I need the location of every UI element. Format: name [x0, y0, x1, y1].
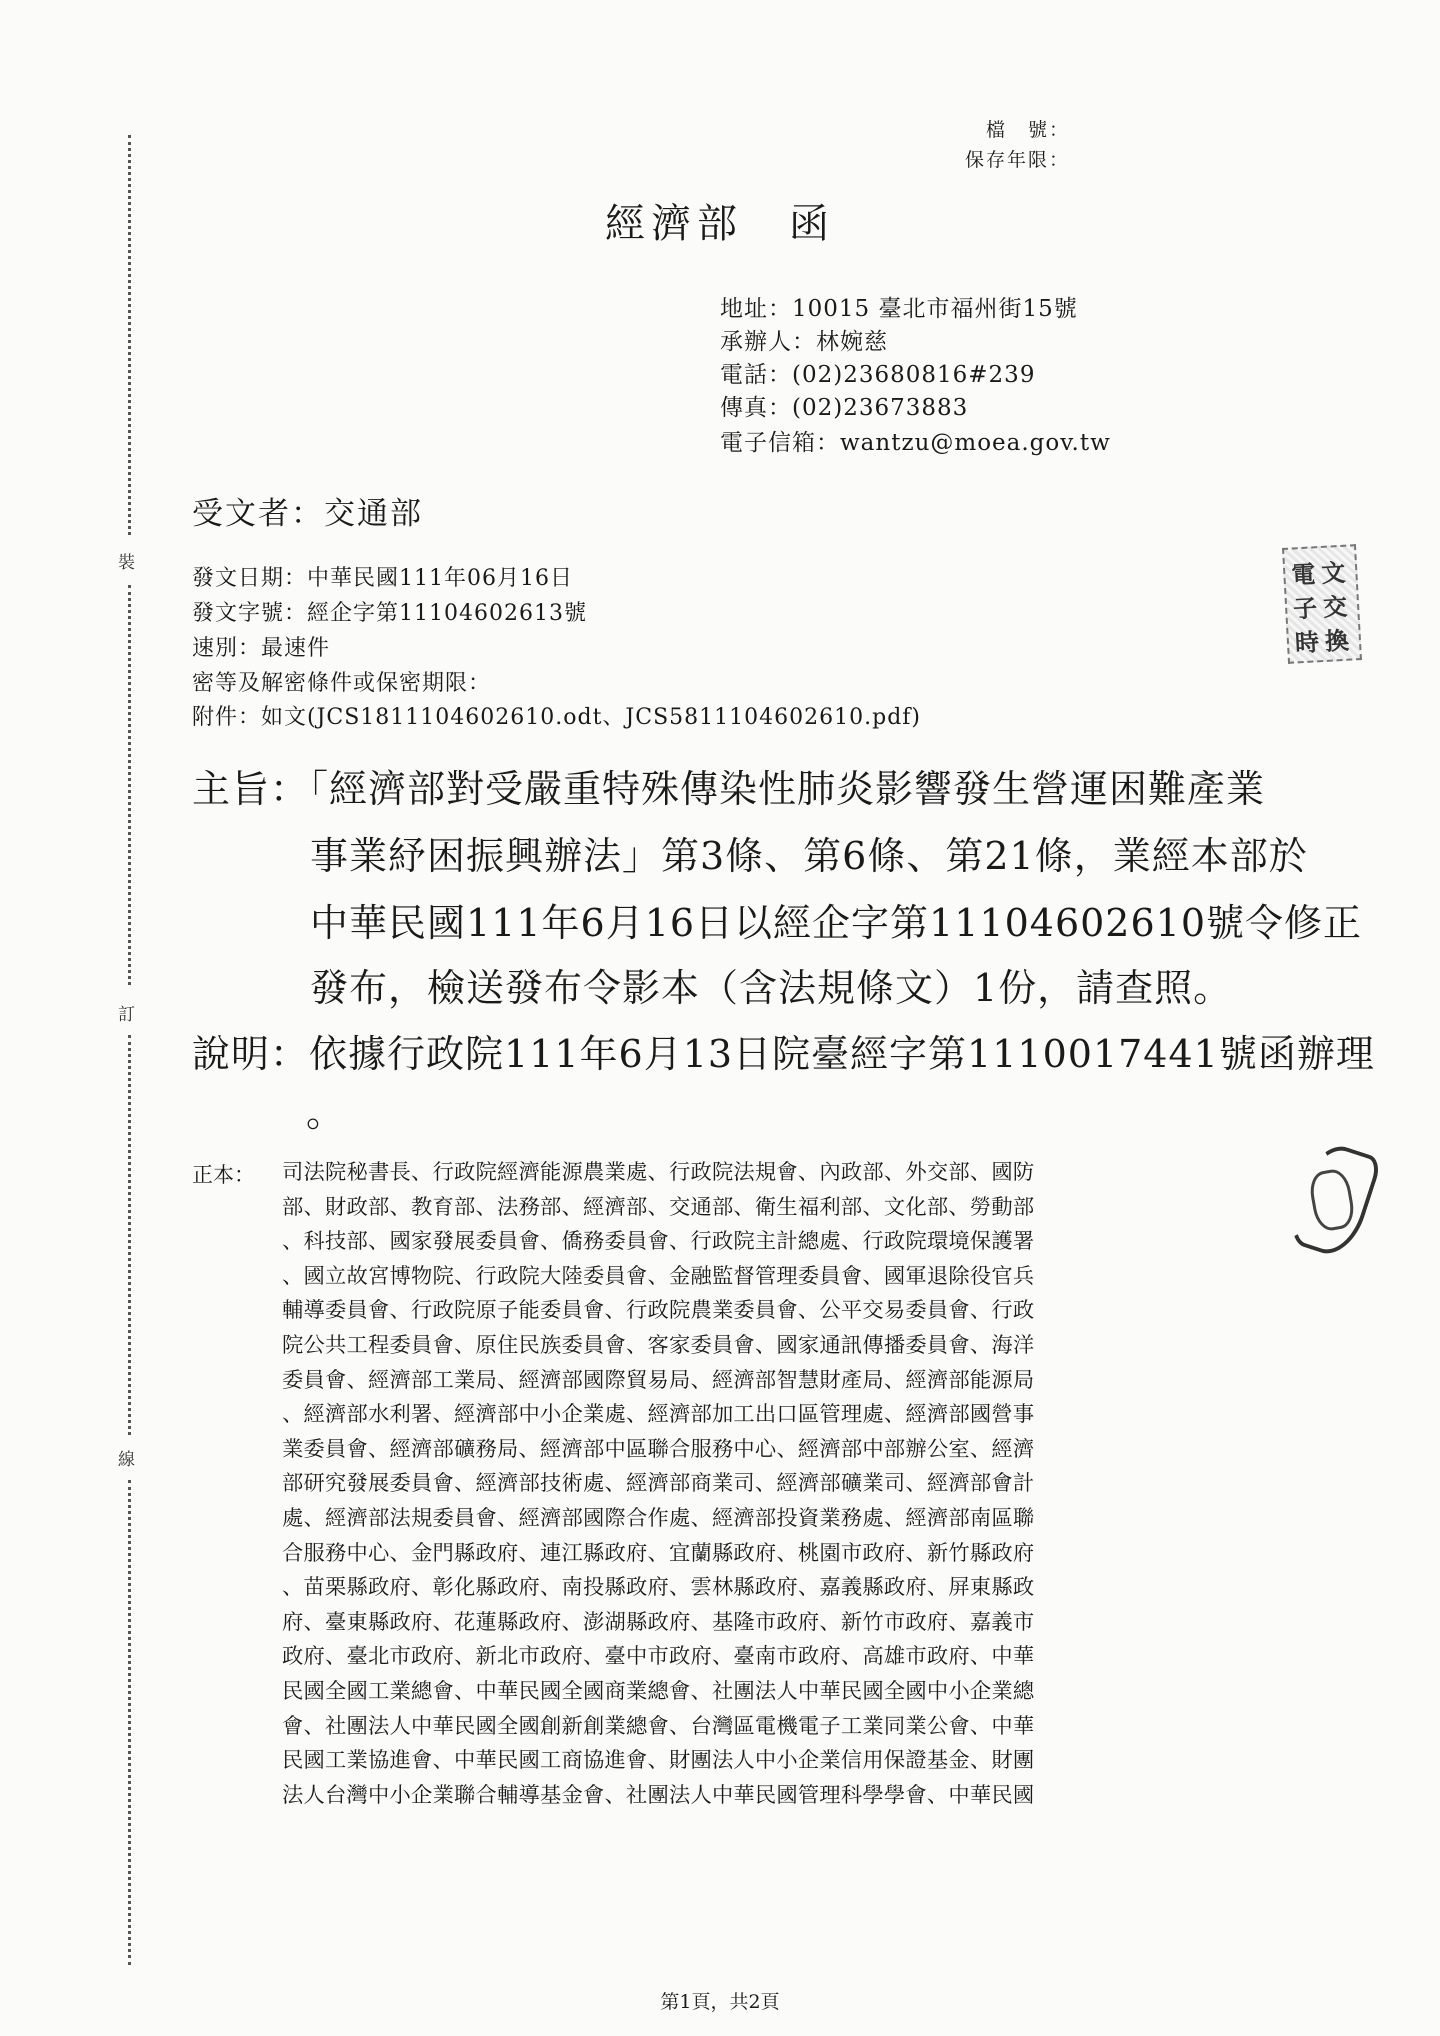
- cc-list: [282, 1156, 1257, 1813]
- stamp-char: 電: [1290, 559, 1317, 590]
- explanation-line: 說明：依據行政院111年6月13日院臺經字第1110017441號函辦理: [192, 1032, 1375, 1076]
- binding-line-bottom: [128, 1480, 131, 1965]
- retention-period-label: 保存年限：: [964, 149, 1070, 171]
- stamp-char: 換: [1324, 625, 1350, 656]
- subject-line: 中華民國111年6月16日以經企字第11104602610號令修正: [310, 901, 1363, 945]
- cc-line: 民國工業協進會、中華民國工商協進會、財團法人中小企業信用保證基金、財團: [282, 1748, 1035, 1774]
- cc-line: 輔導委員會、行政院原子能委員會、行政院農業委員會、公平交易委員會、行政: [282, 1298, 1035, 1324]
- recipient: 受文者：交通部: [192, 496, 423, 532]
- cc-line: 業委員會、經濟部礦務局、經濟部中區聯合服務中心、經濟部中部辦公室、經濟: [282, 1436, 1035, 1462]
- stamp-char: 時: [1294, 627, 1320, 658]
- cc-line: 府、臺東縣政府、花蓮縣政府、澎湖縣政府、基隆市政府、新竹市政府、嘉義市: [282, 1609, 1035, 1635]
- speed-category: 速別：最速件: [192, 636, 331, 661]
- stamp-char: 子: [1292, 593, 1318, 624]
- subject-line: 主旨：「經濟部對受嚴重特殊傳染性肺炎影響發生營運困難產業: [192, 767, 1266, 811]
- document-title: 經濟部 函: [605, 201, 835, 247]
- binding-line-lower: [128, 1035, 131, 1435]
- secrecy-level: 密等及解密條件或保密期限：: [192, 671, 492, 696]
- cc-line: 委員會、經濟部工業局、經濟部國際貿易局、經濟部智慧財產局、經濟部能源局: [282, 1367, 1035, 1393]
- electronic-exchange-stamp: [1282, 544, 1362, 664]
- email: 電子信箱：wantzu@moea.gov.tw: [720, 430, 1111, 456]
- page-number: 第1頁，共2頁: [660, 1991, 780, 2013]
- cc-line: 法人台灣中小企業聯合輔導基金會、社團法人中華民國管理科學學會、中華民國: [282, 1782, 1035, 1808]
- dispatch-date: 發文日期：中華民國111年06月16日: [192, 566, 573, 591]
- phone: 電話：(02)23680816#239: [720, 362, 1036, 388]
- cc-line: 部研究發展委員會、經濟部技術處、經濟部商業司、經濟部礦業司、經濟部會計: [282, 1471, 1035, 1497]
- cc-line: 司法院秘書長、行政院經濟能源農業處、行政院法規會、內政部、外交部、國防: [282, 1160, 1035, 1185]
- binding-label-zhuang: 裝: [118, 553, 135, 573]
- cc-line: 部、財政部、教育部、法務部、經濟部、交通部、衛生福利部、文化部、勞動部: [282, 1194, 1035, 1220]
- cc-line: 、苗栗縣政府、彰化縣政府、南投縣政府、雲林縣政府、嘉義縣政府、屏東縣政: [282, 1575, 1035, 1601]
- dispatch-number: 發文字號：經企字第11104602613號: [192, 601, 587, 626]
- binding-line-middle: [128, 585, 131, 985]
- subject-line: 發布，檢送發布令影本（含法規條文）1份，請查照。: [310, 966, 1233, 1010]
- fax: 傳真：(02)23673883: [720, 395, 969, 421]
- cc-line: 合服務中心、金門縣政府、連江縣政府、宜蘭縣政府、桃園市政府、新竹縣政府: [282, 1540, 1035, 1566]
- binding-label-ding: 訂: [118, 1005, 135, 1025]
- cc-line: 院公共工程委員會、原住民族委員會、客家委員會、國家通訊傳播委員會、海洋: [282, 1332, 1035, 1358]
- cc-line: 會、社團法人中華民國全國創新創業總會、台灣區電機電子工業同業公會、中華: [282, 1713, 1035, 1739]
- file-number-label: 檔 號：: [985, 119, 1070, 141]
- explanation-line: 。: [306, 1091, 346, 1135]
- cc-line: 政府、臺北市政府、新北市政府、臺中市政府、臺南市政府、高雄市政府、中華: [282, 1644, 1035, 1670]
- cc-line: 、經濟部水利署、經濟部中小企業處、經濟部加工出口區管理處、經濟部國營事: [282, 1402, 1035, 1428]
- subject-line: 事業紓困振興辦法」第3條、第6條、第21條，業經本部於: [310, 834, 1308, 878]
- cc-line: 、科技部、國家發展委員會、僑務委員會、行政院主計總處、行政院環境保護署: [282, 1229, 1035, 1255]
- handler: 承辦人：林婉慈: [720, 329, 888, 355]
- cc-line: 、國立故宮博物院、行政院大陸委員會、金融監督管理委員會、國軍退除役官兵: [282, 1263, 1035, 1289]
- stamp-char: 文: [1320, 557, 1347, 588]
- cc-line: 民國全國工業總會、中華民國全國商業總會、社團法人中華民國全國中小企業總: [282, 1678, 1035, 1704]
- cc-label: 正本：: [192, 1163, 255, 1187]
- cc-line: 處、經濟部法規委員會、經濟部國際合作處、經濟部投資業務處、經濟部南區聯: [282, 1505, 1035, 1531]
- address: 地址：10015 臺北市福州街15號: [720, 296, 1078, 322]
- attachment: 附件：如文(JCS1811104602610.odt、JCS5811104602610.pdf): [192, 705, 922, 730]
- binding-label-xian: 線: [118, 1450, 135, 1470]
- stamp-char: 交: [1322, 591, 1348, 622]
